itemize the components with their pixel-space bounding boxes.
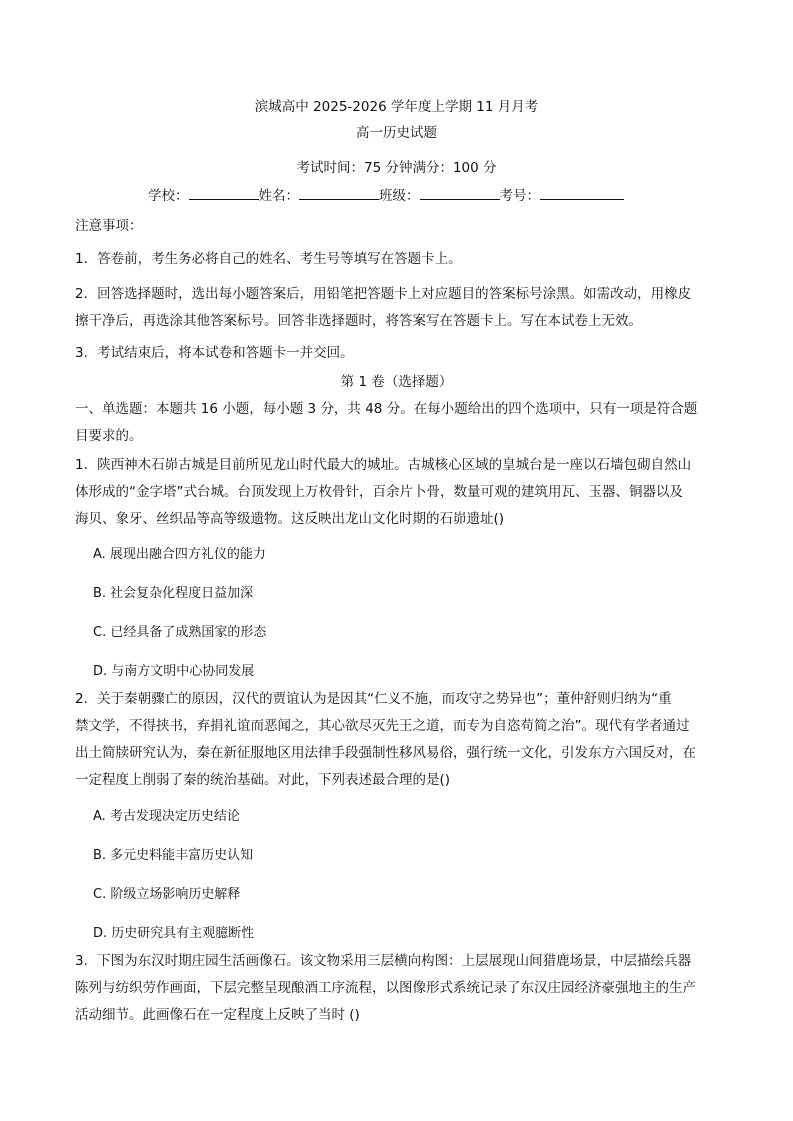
class-label: 班级： [379,188,420,204]
notes-heading: 注意事项： [75,218,143,234]
exam-info: 考试时间：75 分钟满分：100 分 [296,160,497,176]
student-info-row [148,185,668,206]
question-2-line-4: 一定程度上削弱了秦的统治基础。对此，下列表述最合理的是() [75,772,451,788]
exam-title: 滨城高中 2025-2026 学年度上学期 11 月月考 [254,99,539,115]
name-label: 姓名： [258,188,299,204]
class-blank[interactable] [420,185,500,200]
question-2-line-3: 出土简牍研究认为，秦在新征服地区用法律手段强制性移风易俗，强行统一文化，引发东方六国反对，在 [75,745,696,761]
exam-subtitle: 高一历史试题 [356,125,437,141]
question-2-line-2: 禁文学，不得挟书，弃捐礼谊而恶闻之，其心欲尽灭先王之道，而专为自恣苟简之治”。现代有学者通过 [75,718,690,734]
question-2-option-b[interactable]: B. 多元史料能丰富历史认知 [93,848,254,863]
question-1-option-d[interactable]: D. 与南方文明中心协同发展 [93,664,255,679]
section-instruction-line-1: 一、单选题：本题共 16 小题，每小题 3 分，共 48 分。在每小题给出的四个选项中，只有一项是符合题 [75,401,698,417]
name-blank[interactable] [299,185,379,200]
question-3-line-3: 活动细节。此画像石在一定程度上反映了当时 () [75,1007,360,1023]
note-item-2-line-2: 擦干净后，再选涂其他答案标号。回答非选择题时，将答案写在答题卡上。写在本试卷上无效。 [75,313,642,329]
question-1-line-1: 1．陕西神木石峁古城是目前所见龙山时代最大的城址。古城核心区域的皇城台是一座以石墙包砌自然山 [75,457,692,473]
question-3-line-1: 3．下图为东汉时期庄园生活画像石。该文物采用三层横向构图：上层展现山间猎鹿场景，中层描绘兵器 [75,953,692,969]
question-3-line-2: 陈列与纺织劳作画面，下层完整呈现酿酒工序流程，以图像形式系统记录了东汉庄园经济豪强地主的生产 [75,980,696,996]
question-1-option-c[interactable]: C. 已经具备了成熟国家的形态 [93,625,267,640]
school-blank[interactable] [189,185,259,200]
number-blank[interactable] [540,185,624,200]
section-instruction-line-2: 目要求的。 [75,428,143,444]
question-1-option-a[interactable]: A. 展现出融合四方礼仪的能力 [93,547,266,562]
question-1-line-2: 体形成的“金字塔”式台城。台顶发现上万枚骨针，百余片卜骨，数量可观的建筑用瓦、玉器、铜器以及 [75,484,683,500]
question-2-option-c[interactable]: C. 阶级立场影响历史解释 [93,887,241,902]
note-item-1: 1．答卷前，考生务必将自己的姓名、考生号等填写在答题卡上。 [75,251,462,267]
note-item-3: 3．考试结束后，将本试卷和答题卡一并交回。 [75,345,354,361]
section-title: 第 1 卷（选择题） [340,374,453,390]
number-label: 考号： [499,188,540,204]
question-2-option-a[interactable]: A. 考古发现决定历史结论 [93,809,240,824]
question-1-option-b[interactable]: B. 社会复杂化程度日益加深 [93,586,254,601]
school-label: 学校： [148,188,189,204]
question-2-option-d[interactable]: D. 历史研究具有主观臆断性 [93,926,255,941]
note-item-2-line-1: 2．回答选择题时，选出每小题答案后，用铅笔把答题卡上对应题目的答案标号涂黑。如需改动，用橡皮 [75,286,692,302]
question-2-line-1: 2．关于秦朝骤亡的原因，汉代的贾谊认为是因其“仁义不施，而攻守之势异也”；董仲舒则归纳为“重 [75,691,672,707]
question-1-line-3: 海贝、象牙、丝织品等高等级遗物。这反映出龙山文化时期的石峁遗址() [75,511,505,527]
